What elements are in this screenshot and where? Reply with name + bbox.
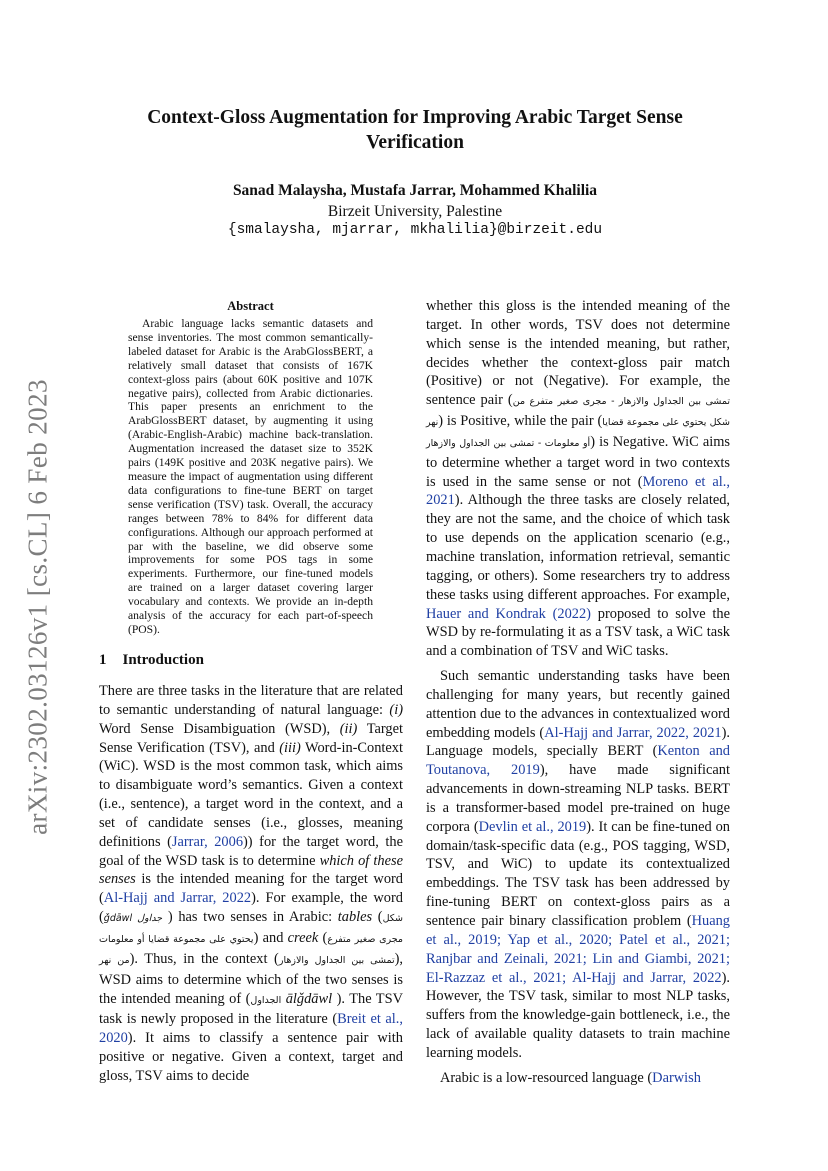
citation-link[interactable]: Kenton and Toutanova, 2019 [426, 743, 730, 779]
section-title: Introduction [122, 652, 204, 668]
intro-paragraph-1: There are three tasks in the literature that are related to semantic understanding of natural language: (i) Word Sense Disambiguation (WSD), (ii) Target Sense Verification (TSV), and (iii) Word-in-Context (WiC). WSD is the most common task, which aims to disambiguate word’s semantics. Given a context (i.e., sentence), a target word in the context, and a set of candidate senses (i.e., glosses, meaning definitions (Jarrar, 2006)) for the target word, the goal of the WSD task is to determine which of these senses is the intended meaning for the target word (Al-Hajj and Jarrar, 2022). For example, the word (جداول ǧdāwl ) has two senses in Arabic: tables (شكل يحتوي على مجموعة قضايا أو معلومات) and creek (مجرى صغير متفرع من نهر). Thus, in the context (تمشى بين الجداول والازهار), WSD aims to determine which of the two senses is the intended meaning of (الجداول ālǧdāwl ). The TSV task is newly proposed in the literature (Breit et al., 2020). It aims to classify a sentence pair with positive or negative. Given a context, target and gloss, TSV aims to decide [99, 683, 404, 1084]
arabic-text: تمشى بين الجداول والازهار [278, 954, 395, 966]
citation-link[interactable]: Moreno et al., 2021 [426, 473, 730, 509]
citation-link[interactable]: Devlin et al., 2019 [478, 818, 587, 835]
arabic-text: مجرى صغير متفرع من نهر [99, 933, 404, 966]
arxiv-identifier: arXiv:2302.03126v1 [cs.CL] 6 Feb 2023 [22, 379, 53, 835]
section-number: 1 [99, 652, 107, 668]
citation-link[interactable]: Hauer and Kondrak (2022) [426, 605, 591, 622]
abstract-heading: Abstract [227, 299, 274, 313]
citation-link[interactable]: Darwish [652, 1069, 701, 1086]
section-heading [99, 652, 204, 669]
citation-link[interactable]: Al-Hajj and Jarrar, 2022, 2021 [544, 724, 722, 741]
author-emails: {smalaysha, mjarrar, mkhalilia}@birzeit.edu [227, 222, 603, 238]
arabic-text: شكل يحتوي على مجموعة قضايا أو معلومات - تمشى بين الجداول والازهار [426, 417, 730, 449]
arabic-text: جداول ǧdāwl [103, 913, 163, 925]
right-column [426, 297, 730, 1088]
author-list: Sanad Malaysha, Mustafa Jarrar, Mohammed Khalilia [232, 182, 598, 199]
intro-paragraph-4: Arabic is a low-resourced language (Darwish [440, 1069, 701, 1086]
paper-title: Context-Gloss Augmentation for Improving Arabic Target Sense Verification [147, 107, 683, 153]
abstract-body [128, 317, 373, 637]
intro-paragraph-2: whether this gloss is the intended meaning of the target. In other words, TSV does not determine which sense is the intended meaning, but rather, decides whether the context-gloss pair match (Positive) or not (Negative). For example, the sentence pair (تمشى بين الجداول والازهار - مجرى صغير متفرع من نهر) is Positive, while the pair (شكل يحتوي على مجموعة قضايا أو معلومات - تمشى بين الجداول والازهار) is Negative. WiC aims to determine whether a target word in two contexts is used in the same sense or not (Moreno et al., 2021). Although the three tasks are closely related, they are not the same, and the choice of which task to use depends on the application scenario (e.g., machine translation, information retrieval, semantic tagging, or others). Some researchers try to address these tasks using different approaches. For example, Hauer and Kondrak (2022) proposed to solve the WSD by re-formulating it as a TSV task, a WiC task and a combination of TSV and WiC tasks. [426, 298, 731, 660]
arxiv-sidebar [20, 372, 56, 842]
left-column [99, 682, 403, 1086]
arabic-text: تمشى بين الجداول والازهار - مجرى صغير متفرع من نهر [426, 396, 730, 429]
abstract-text: Arabic language lacks semantic datasets and sense inventories. The most common semantically-labeled dataset for Arabic is the ArabGlossBERT, a relatively small dataset that consists of 167K context-gloss pairs (about 60K positive and 107K negative pairs), collected from Arabic dictionaries. This paper presents an enrichment to the ArabGlossBERT dataset, by augmenting it using (Arabic-English-Arabic) machine back-translation. Augmentation increased the dataset size to 352K pairs (149K positive and 203K negative pairs). We measure the impact of augmentation using different data configurations to fine-tune BERT on target sense verification (TSV) task. Overall, the accuracy ranges between 78% to 84% for different data configurations. Although our approach performed at par with the baseline, we did observe some improvements for some POS tags in some experiments. Furthermore, our fine-tuned models are trained on a larger dataset covering larger vocabulary and contexts. We provide an in-depth analysis of the accuracy for each part-of-speech (POS). [128, 317, 373, 636]
intro-paragraph-3: Such semantic understanding tasks have been challenging for many years, but recently gained attention due to the advances in contextualized word embedding models (Al-Hajj and Jarrar, 2022, 2021). Language models, specially BERT (Kenton and Toutanova, 2019), have made significant advancements in down-streaming NLP tasks. BERT is a transformer-based model pre-trained on huge corpora (Devlin et al., 2019). It can be fine-tuned on domain/task-specific data (e.g., POS tagging, WSD, TSV, and WiC) to update its contextualized embeddings. The TSV task has been addressed by fine-tuning BERT on context-gloss pairs as a sentence pair binary classification problem (Huang et al., 2019; Yap et al., 2020; Patel et al., 2021; Ranjbar and Zeinali, 2021; Lin and Giambi, 2021; El-Razzaz et al., 2021; Al-Hajj and Jarrar, 2022). However, the TSV task, similar to most NLP tasks, suffers from the knowledge-gain bottleneck, i.e., the lack of available quality datasets to train machine learning models. [426, 668, 730, 1061]
citation-link[interactable]: Jarrar, 2006 [171, 833, 244, 850]
affiliation: Birzeit University, Palestine [327, 203, 503, 220]
citation-link[interactable]: Huang et al., 2019; Yap et al., 2020; Patel et al., 2021; Ranjbar and Zeinali, 2021; Lin and Giambi, 2021; El-Razzaz et al., 2021; Al-Hajj and Jarrar, 2022 [426, 913, 730, 986]
arabic-text: شكل يحتوي على مجموعة قضايا أو معلومات [99, 913, 404, 945]
citation-link[interactable]: Al-Hajj and Jarrar, 2022 [103, 890, 252, 907]
arabic-text: الجداول [250, 994, 282, 1006]
citation-link[interactable]: Breit et al., 2020 [99, 1011, 404, 1047]
